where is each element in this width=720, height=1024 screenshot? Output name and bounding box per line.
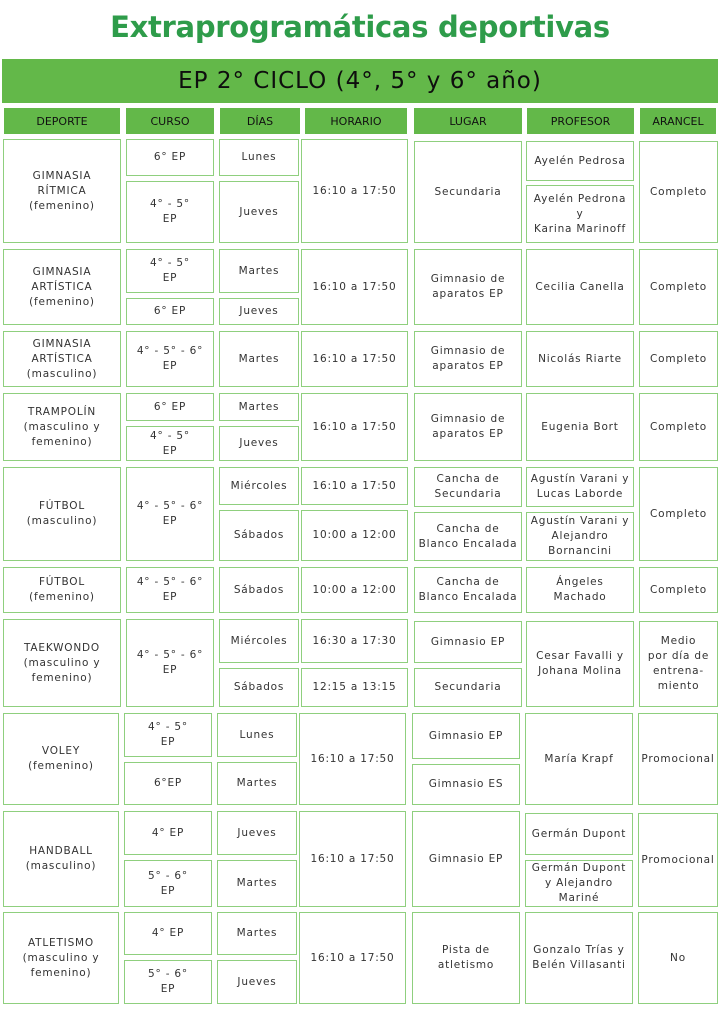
cell-dia: Sábados xyxy=(219,567,299,613)
cell-deporte: HANDBALL (masculino) xyxy=(3,811,119,907)
cell-deporte: GIMNASIA ARTÍSTICA (femenino) xyxy=(3,249,121,325)
header-arancel: ARANCEL xyxy=(640,108,716,134)
page-title: Extraprogramáticas deportivas xyxy=(110,10,610,44)
cell-dia: Miércoles xyxy=(219,619,299,663)
cell-curso: 4° - 5° EP xyxy=(126,249,214,293)
cell-lugar: Pista de atletismo xyxy=(412,912,520,1004)
cell-lugar: Cancha de Blanco Encalada xyxy=(414,567,522,613)
cell-dia: Martes xyxy=(219,393,299,421)
cell-profesor: Agustín Varani y Alejandro Bornancini xyxy=(526,512,634,561)
cell-curso: 4° - 5° - 6° EP xyxy=(126,331,214,387)
cell-arancel: No xyxy=(638,912,718,1004)
cell-dia: Sábados xyxy=(219,510,299,561)
cell-lugar: Gimnasio EP xyxy=(412,713,520,759)
cell-lugar: Gimnasio EP xyxy=(412,811,520,907)
cell-arancel: Completo xyxy=(639,467,718,561)
cell-arancel: Completo xyxy=(639,249,718,325)
cell-deporte: GIMNASIA RÍTMICA (femenino) xyxy=(3,139,121,243)
cell-curso: 6° EP xyxy=(126,298,214,325)
cell-curso: 4° - 5° EP xyxy=(124,713,212,757)
cell-dia: Jueves xyxy=(219,181,299,243)
cell-curso: 4° - 5° - 6° EP xyxy=(126,619,214,707)
cell-arancel: Medio por día de entrena- miento xyxy=(639,621,718,707)
cell-deporte: ATLETISMO (masculino y femenino) xyxy=(3,912,119,1004)
cell-profesor: Agustín Varani y Lucas Laborde xyxy=(526,467,634,507)
cell-dia: Martes xyxy=(217,912,297,955)
cell-horario: 16:10 a 17:50 xyxy=(299,713,406,805)
cell-deporte: FÚTBOL (masculino) xyxy=(3,467,121,561)
cell-arancel: Promocional xyxy=(638,713,718,805)
cell-profesor: Cecilia Canella xyxy=(526,249,634,325)
cell-dia: Martes xyxy=(217,762,297,805)
cell-lugar: Secundaria xyxy=(414,141,522,243)
cell-lugar: Gimnasio ES xyxy=(412,764,520,805)
cell-dia: Jueves xyxy=(219,298,299,325)
cell-arancel: Completo xyxy=(639,141,718,243)
cell-dia: Jueves xyxy=(217,811,297,855)
cell-arancel: Completo xyxy=(639,393,718,461)
cell-curso: 6° EP xyxy=(126,393,214,421)
cell-deporte: TAEKWONDO (masculino y femenino) xyxy=(3,619,121,707)
cell-horario: 16:10 a 17:50 xyxy=(299,811,406,907)
section-banner: EP 2° CICLO (4°, 5° y 6° año) xyxy=(2,59,718,103)
cell-profesor: Ayelén Pedrona y Karina Marinoff xyxy=(526,185,634,243)
cell-profesor: Eugenia Bort xyxy=(526,393,634,461)
cell-deporte: TRAMPOLÍN (masculino y femenino) xyxy=(3,393,121,461)
cell-profesor: Ángeles Machado xyxy=(526,567,634,613)
cell-horario: 12:15 a 13:15 xyxy=(301,668,408,707)
cell-curso: 4° - 5° EP xyxy=(126,181,214,243)
cell-dia: Martes xyxy=(219,331,299,387)
cell-profesor: Germán Dupont y Alejandro Mariné xyxy=(525,860,633,907)
cell-dia: Sábados xyxy=(219,668,299,707)
cell-profesor: Germán Dupont xyxy=(525,813,633,855)
cell-profesor: Ayelén Pedrosa xyxy=(526,141,634,181)
cell-horario: 16:10 a 17:50 xyxy=(301,393,408,461)
cell-curso: 6°EP xyxy=(124,762,212,805)
header-deporte: DEPORTE xyxy=(4,108,120,134)
cell-dia: Martes xyxy=(217,860,297,907)
cell-curso: 5° - 6° EP xyxy=(124,860,212,907)
cell-dia: Jueves xyxy=(219,426,299,461)
cell-lugar: Gimnasio de aparatos EP xyxy=(414,393,522,461)
cell-dia: Martes xyxy=(219,249,299,293)
cell-curso: 4° - 5° - 6° EP xyxy=(126,467,214,561)
cell-lugar: Gimnasio EP xyxy=(414,621,522,663)
cell-horario: 16:10 a 17:50 xyxy=(301,249,408,325)
cell-deporte: GIMNASIA ARTÍSTICA (masculino) xyxy=(3,331,121,387)
cell-dia: Lunes xyxy=(217,713,297,757)
cell-lugar: Gimnasio de aparatos EP xyxy=(414,331,522,387)
cell-horario: 16:10 a 17:50 xyxy=(299,912,406,1004)
cell-horario: 16:10 a 17:50 xyxy=(301,139,408,243)
cell-horario: 16:30 a 17:30 xyxy=(301,619,408,663)
cell-profesor: Gonzalo Trías y Belén Villasanti xyxy=(525,912,633,1004)
cell-lugar: Cancha de Secundaria xyxy=(414,467,522,507)
header-profesor: PROFESOR xyxy=(527,108,634,134)
cell-horario: 16:10 a 17:50 xyxy=(301,467,408,505)
cell-arancel: Promocional xyxy=(638,813,718,907)
cell-lugar: Gimnasio de aparatos EP xyxy=(414,249,522,325)
cell-curso: 6° EP xyxy=(126,139,214,176)
cell-dia: Lunes xyxy=(219,139,299,176)
cell-horario: 16:10 a 17:50 xyxy=(301,331,408,387)
cell-profesor: Cesar Favalli y Johana Molina xyxy=(526,621,634,707)
header-dias: DÍAS xyxy=(220,108,300,134)
header-lugar: LUGAR xyxy=(414,108,522,134)
cell-curso: 4° - 5° EP xyxy=(126,426,214,461)
header-horario: HORARIO xyxy=(305,108,407,134)
cell-deporte: VOLEY (femenino) xyxy=(3,713,119,805)
cell-profesor: María Krapf xyxy=(525,713,633,805)
cell-lugar: Cancha de Blanco Encalada xyxy=(414,512,522,561)
header-curso: CURSO xyxy=(126,108,214,134)
cell-horario: 10:00 a 12:00 xyxy=(301,567,408,613)
cell-lugar: Secundaria xyxy=(414,668,522,707)
cell-arancel: Completo xyxy=(639,567,718,613)
cell-profesor: Nicolás Riarte xyxy=(526,331,634,387)
cell-dia: Jueves xyxy=(217,960,297,1004)
cell-curso: 4° EP xyxy=(124,811,212,855)
cell-curso: 5° - 6° EP xyxy=(124,960,212,1004)
cell-arancel: Completo xyxy=(639,331,718,387)
cell-deporte: FÚTBOL (femenino) xyxy=(3,567,121,613)
cell-dia: Miércoles xyxy=(219,467,299,505)
cell-curso: 4° - 5° - 6° EP xyxy=(126,567,214,613)
cell-horario: 10:00 a 12:00 xyxy=(301,510,408,561)
cell-curso: 4° EP xyxy=(124,912,212,955)
